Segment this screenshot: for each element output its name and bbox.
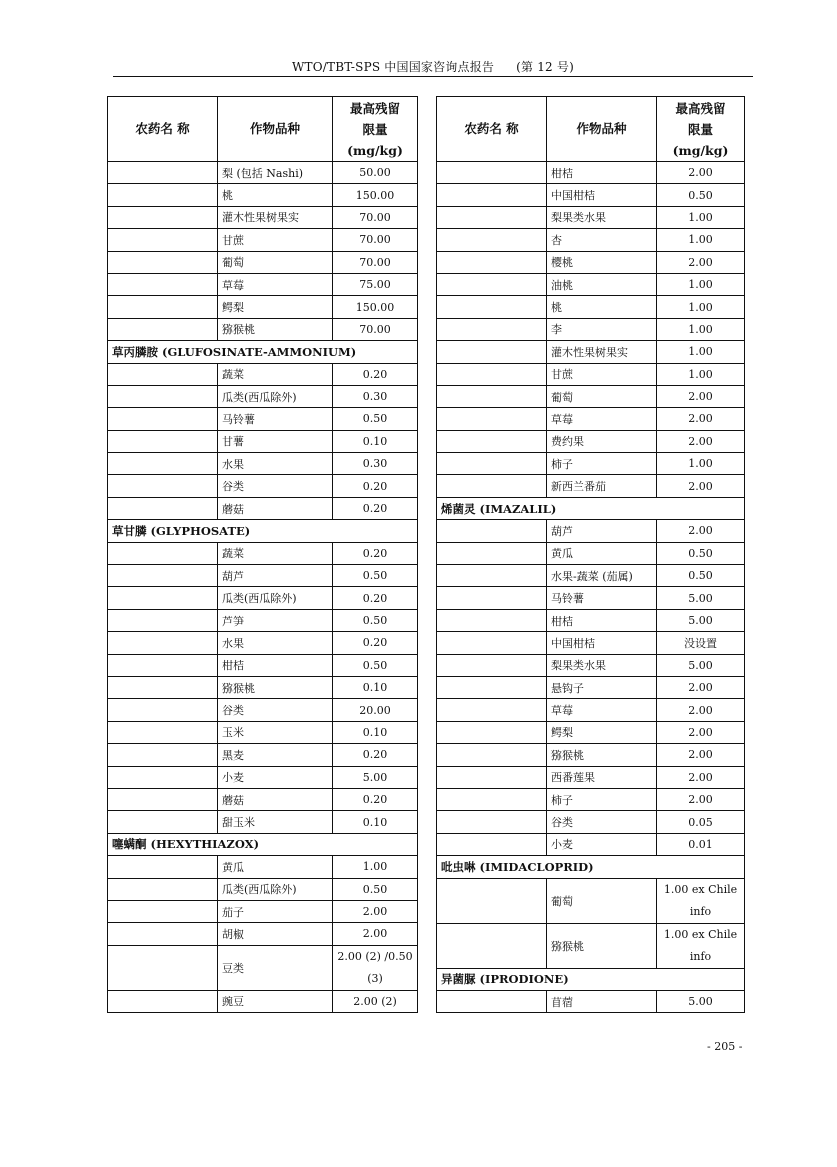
crop-name: 柑桔 <box>547 609 657 631</box>
crop-name: 油桃 <box>547 273 657 295</box>
table-row <box>108 251 418 273</box>
limit-value: 0.30 <box>333 453 418 475</box>
limit-value: 2.00 <box>657 721 745 743</box>
limit-value: 70.00 <box>333 318 418 340</box>
table-row <box>437 766 745 788</box>
crop-name: 蔬菜 <box>218 363 333 385</box>
crop-name: 梨果类水果 <box>547 654 657 676</box>
limit-value: 1.00 ex Chile info <box>657 923 745 968</box>
pesticide-title: 噻螨酮 (HEXYTHIAZOX) <box>108 833 418 855</box>
limit-value: 2.00 <box>657 788 745 810</box>
table-row <box>437 811 745 833</box>
limit-value: 2.00 (2) <box>333 990 418 1012</box>
table-row <box>108 654 418 676</box>
table-row <box>108 184 418 206</box>
limit-value: 2.00 <box>657 251 745 273</box>
header-crop: 作物品种 <box>218 97 333 162</box>
crop-name: 蔬菜 <box>218 542 333 564</box>
table-row <box>437 744 745 766</box>
limit-value: 0.20 <box>333 788 418 810</box>
limit-value: 2.00 <box>333 900 418 922</box>
limit-value: 0.50 <box>333 654 418 676</box>
crop-name: 甘薯 <box>218 430 333 452</box>
limit-value: 20.00 <box>333 699 418 721</box>
limit-value: 1.00 <box>333 856 418 878</box>
header-limit-line3: (mg/kg) <box>347 142 403 158</box>
table-row <box>108 430 418 452</box>
limit-value: 1.00 <box>657 206 745 228</box>
running-header <box>113 58 753 76</box>
table-row <box>108 721 418 743</box>
crop-name: 黄瓜 <box>547 542 657 564</box>
table-row <box>437 341 745 363</box>
crop-name: 梨果类水果 <box>547 206 657 228</box>
crop-name: 瓜类(西瓜除外) <box>218 587 333 609</box>
crop-name: 杏 <box>547 229 657 251</box>
table-row <box>437 206 745 228</box>
limit-value: 0.05 <box>657 811 745 833</box>
table-row <box>108 990 418 1012</box>
limit-value: 0.10 <box>333 430 418 452</box>
limit-value: 0.30 <box>333 385 418 407</box>
limit-value: 70.00 <box>333 251 418 273</box>
limit-value: 2.00 <box>333 923 418 945</box>
limit-value: 2.00 <box>657 385 745 407</box>
crop-name: 谷类 <box>547 811 657 833</box>
table-row <box>437 721 745 743</box>
crop-name: 黄瓜 <box>218 856 333 878</box>
table-row <box>437 990 745 1012</box>
limit-value: 2.00 <box>657 676 745 698</box>
header-limit <box>333 97 418 162</box>
table-row <box>108 900 418 922</box>
limit-value: 没设置 <box>657 632 745 654</box>
table-row <box>437 251 745 273</box>
limit-value: 5.00 <box>657 990 745 1012</box>
header-issue: (第 12 号) <box>516 60 574 74</box>
limit-value: 5.00 <box>657 609 745 631</box>
section-header-row <box>437 856 745 878</box>
table-row <box>437 632 745 654</box>
table-row <box>108 453 418 475</box>
table-row <box>437 699 745 721</box>
table-row <box>108 408 418 430</box>
table-row <box>108 296 418 318</box>
crop-name: 柑桔 <box>547 162 657 184</box>
section-hexythiazox <box>108 833 418 1012</box>
table-row <box>108 273 418 295</box>
crop-name: 猕猴桃 <box>218 318 333 340</box>
crop-name: 苜蓿 <box>547 990 657 1012</box>
limit-value: 2.00 <box>657 699 745 721</box>
limit-value: 0.01 <box>657 833 745 855</box>
table-row <box>437 788 745 810</box>
crop-name: 甘蔗 <box>218 229 333 251</box>
left-residue-table <box>107 96 418 1013</box>
limit-value: 1.00 ex Chile info <box>657 878 745 923</box>
crop-name: 茄子 <box>218 900 333 922</box>
table-row <box>108 766 418 788</box>
table-row <box>108 609 418 631</box>
section-imidacloprid <box>437 856 745 968</box>
crop-name: 柿子 <box>547 453 657 475</box>
table-row <box>437 923 745 968</box>
header-limit-line2: 限量 <box>362 121 388 137</box>
table-row <box>108 385 418 407</box>
section-imazalil <box>437 497 745 855</box>
crop-name: 中国柑桔 <box>547 632 657 654</box>
crop-name: 马铃薯 <box>218 408 333 430</box>
header-limit-line1: 最高残留 <box>349 100 400 116</box>
table-row <box>108 497 418 519</box>
header-limit <box>657 97 745 162</box>
limit-value: 50.00 <box>333 162 418 184</box>
crop-name: 甘蔗 <box>547 363 657 385</box>
limit-value: 2.00 <box>657 520 745 542</box>
crop-name: 柑桔 <box>218 654 333 676</box>
limit-value: 1.00 <box>657 229 745 251</box>
crop-name: 水果 <box>218 453 333 475</box>
crop-name: 葡萄 <box>547 385 657 407</box>
table-row <box>108 632 418 654</box>
limit-value: 0.20 <box>333 497 418 519</box>
table-row <box>108 542 418 564</box>
limit-value: 1.00 <box>657 296 745 318</box>
crop-name: 葫芦 <box>547 520 657 542</box>
limit-value: 70.00 <box>333 229 418 251</box>
page-number: - 205 - <box>707 1040 743 1053</box>
limit-value: 2.00 <box>657 408 745 430</box>
limit-value: 0.10 <box>333 811 418 833</box>
table-row <box>108 565 418 587</box>
limit-value: 0.50 <box>657 565 745 587</box>
crop-name: 草莓 <box>547 699 657 721</box>
table-row <box>108 699 418 721</box>
table-row <box>108 676 418 698</box>
crop-name: 葡萄 <box>547 878 657 923</box>
table-row <box>108 587 418 609</box>
limit-value: 0.20 <box>333 475 418 497</box>
limit-value: 0.20 <box>333 542 418 564</box>
crop-name: 胡椒 <box>218 923 333 945</box>
limit-value: 0.50 <box>657 184 745 206</box>
crop-name: 新西兰番茄 <box>547 475 657 497</box>
crop-name: 猕猴桃 <box>218 676 333 698</box>
limit-value: 1.00 <box>657 318 745 340</box>
header-crop: 作物品种 <box>547 97 657 162</box>
crop-name: 小麦 <box>218 766 333 788</box>
header-rule <box>113 76 753 77</box>
table-row <box>437 430 745 452</box>
crop-name: 鳄梨 <box>218 296 333 318</box>
pesticide-title: 草甘膦 (GLYPHOSATE) <box>108 520 418 542</box>
crop-name: 李 <box>547 318 657 340</box>
limit-value: 0.20 <box>333 587 418 609</box>
crop-name: 瓜类(西瓜除外) <box>218 385 333 407</box>
crop-name: 中国柑桔 <box>547 184 657 206</box>
limit-value: 2.00 <box>657 162 745 184</box>
header-title: WTO/TBT-SPS 中国国家咨询点报告 <box>292 60 495 74</box>
table-row <box>108 229 418 251</box>
section-header-row <box>437 968 745 990</box>
table-row <box>437 475 745 497</box>
table-row <box>108 475 418 497</box>
crop-name: 草莓 <box>547 408 657 430</box>
left-table-header <box>108 97 418 162</box>
table-row <box>437 408 745 430</box>
limit-value: 1.00 <box>657 453 745 475</box>
header-limit-line3: (mg/kg) <box>672 142 729 158</box>
limit-value: 0.20 <box>333 744 418 766</box>
crop-name: 谷类 <box>218 475 333 497</box>
limit-value: 0.20 <box>333 632 418 654</box>
right-residue-table <box>436 96 745 1013</box>
crop-name: 桃 <box>218 184 333 206</box>
crop-name: 小麦 <box>547 833 657 855</box>
limit-value: 75.00 <box>333 273 418 295</box>
table-row <box>437 654 745 676</box>
pesticide-title: 异菌脲 (IPRODIONE) <box>437 968 745 990</box>
table-row <box>108 945 418 990</box>
limit-value: 5.00 <box>333 766 418 788</box>
left-top-rows <box>108 162 418 341</box>
crop-name: 灌木性果树果实 <box>218 206 333 228</box>
table-row <box>108 923 418 945</box>
table-row <box>437 453 745 475</box>
crop-name: 豌豆 <box>218 990 333 1012</box>
table-row <box>108 856 418 878</box>
section-header-row <box>437 497 745 519</box>
table-row <box>437 833 745 855</box>
crop-name: 费约果 <box>547 430 657 452</box>
table-row <box>108 318 418 340</box>
header-pesticide-name: 农药名 称 <box>108 97 218 162</box>
limit-value: 70.00 <box>333 206 418 228</box>
table-row <box>437 609 745 631</box>
limit-value: 2.00 <box>657 430 745 452</box>
limit-value: 0.10 <box>333 721 418 743</box>
table-row <box>437 363 745 385</box>
limit-value: 0.10 <box>333 676 418 698</box>
limit-value: 5.00 <box>657 654 745 676</box>
header-pesticide-name: 农药名 称 <box>437 97 547 162</box>
header-limit-line1: 最高残留 <box>675 100 726 116</box>
crop-name: 鳄梨 <box>547 721 657 743</box>
section-glyphosate <box>108 520 418 833</box>
table-row <box>437 565 745 587</box>
crop-name: 水果 <box>218 632 333 654</box>
limit-value: 1.00 <box>657 363 745 385</box>
limit-value: 0.20 <box>333 363 418 385</box>
section-header-row <box>108 520 418 542</box>
table-row <box>437 878 745 923</box>
crop-name: 谷类 <box>218 699 333 721</box>
limit-value: 2.00 (2) /0.50 (3) <box>333 945 418 990</box>
table-row <box>437 520 745 542</box>
limit-value: 5.00 <box>657 587 745 609</box>
table-row <box>437 385 745 407</box>
limit-value: 0.50 <box>333 408 418 430</box>
limit-value: 0.50 <box>333 609 418 631</box>
section-header-row <box>108 833 418 855</box>
table-row <box>108 878 418 900</box>
limit-value: 0.50 <box>333 878 418 900</box>
limit-value: 1.00 <box>657 341 745 363</box>
table-row <box>437 162 745 184</box>
table-row <box>108 363 418 385</box>
table-row <box>437 273 745 295</box>
table-row <box>437 587 745 609</box>
crop-name: 草莓 <box>218 273 333 295</box>
crop-name: 水果-蔬菜 (茄属) <box>547 565 657 587</box>
crop-name: 豆类 <box>218 945 333 990</box>
pesticide-title: 草丙膦胺 (GLUFOSINATE-AMMONIUM) <box>108 341 418 363</box>
section-iprodione <box>437 968 745 1013</box>
crop-name: 梨 (包括 Nashi) <box>218 162 333 184</box>
limit-value: 2.00 <box>657 766 745 788</box>
crop-name: 芦笋 <box>218 609 333 631</box>
table-row <box>108 788 418 810</box>
table-row <box>108 162 418 184</box>
header-limit-line2: 限量 <box>687 121 713 137</box>
table-row <box>437 676 745 698</box>
limit-value: 1.00 <box>657 273 745 295</box>
table-row <box>108 744 418 766</box>
crop-name: 桃 <box>547 296 657 318</box>
table-row <box>437 184 745 206</box>
crop-name: 蘑菇 <box>218 497 333 519</box>
crop-name: 葫芦 <box>218 565 333 587</box>
limit-value: 0.50 <box>333 565 418 587</box>
limit-value: 2.00 <box>657 744 745 766</box>
pesticide-title: 烯菌灵 (IMAZALIL) <box>437 497 745 519</box>
crop-name: 猕猴桃 <box>547 923 657 968</box>
limit-value: 0.50 <box>657 542 745 564</box>
table-row <box>108 811 418 833</box>
limit-value: 150.00 <box>333 296 418 318</box>
crop-name: 黑麦 <box>218 744 333 766</box>
table-row <box>437 229 745 251</box>
right-table-header <box>437 97 745 162</box>
crop-name: 甜玉米 <box>218 811 333 833</box>
limit-value: 150.00 <box>333 184 418 206</box>
section-header-row <box>108 341 418 363</box>
table-row <box>437 296 745 318</box>
crop-name: 西番莲果 <box>547 766 657 788</box>
crop-name: 樱桃 <box>547 251 657 273</box>
section-glufosinate <box>108 341 418 520</box>
crop-name: 蘑菇 <box>218 788 333 810</box>
limit-value: 2.00 <box>657 475 745 497</box>
table-row <box>437 318 745 340</box>
table-row <box>437 542 745 564</box>
crop-name: 瓜类(西瓜除外) <box>218 878 333 900</box>
crop-name: 马铃薯 <box>547 587 657 609</box>
crop-name: 悬钩子 <box>547 676 657 698</box>
right-top-rows <box>437 162 745 498</box>
crop-name: 玉米 <box>218 721 333 743</box>
crop-name: 柿子 <box>547 788 657 810</box>
pesticide-title: 吡虫啉 (IMIDACLOPRID) <box>437 856 745 878</box>
table-row <box>108 206 418 228</box>
crop-name: 猕猴桃 <box>547 744 657 766</box>
crop-name: 灌木性果树果实 <box>547 341 657 363</box>
crop-name: 葡萄 <box>218 251 333 273</box>
